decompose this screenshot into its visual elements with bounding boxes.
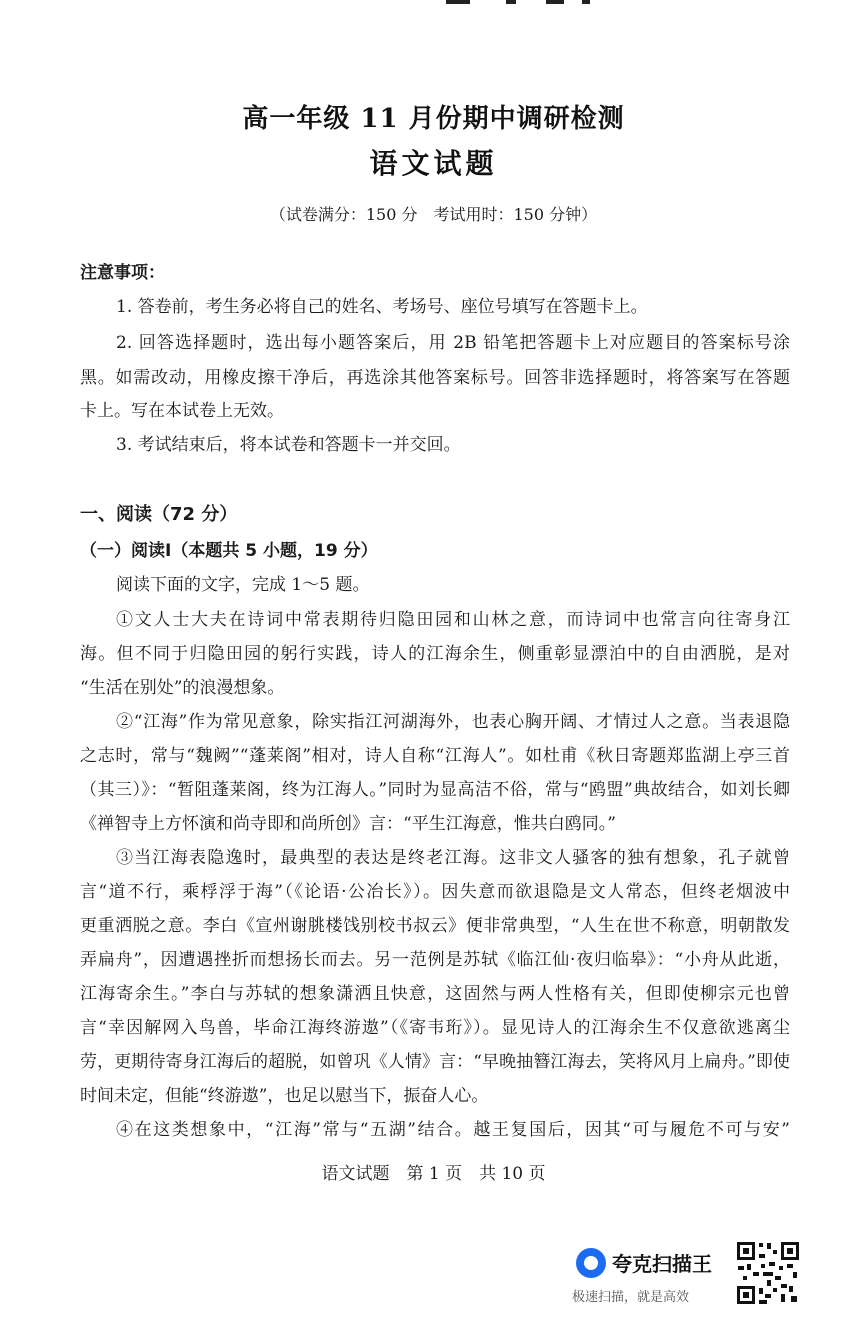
passage-line: ③当江海表隐逸时，最典型的表达是终老江海。这非文人骚客的独有想象，孔子就曾 <box>116 848 790 868</box>
passage-line: 时间未定，但能“终游遨”，也足以慰当下，振奋人心。 <box>80 1086 489 1106</box>
section-heading: 一、阅读（72 分） <box>80 504 238 525</box>
page-footer: 语文试题 第 1 页 共 10 页 <box>321 1164 546 1184</box>
passage-line: 更重洒脱之意。李白《宣州谢朓楼饯别校书叔云》便非常典型，“人生在世不称意，明朝散发 <box>80 916 790 936</box>
passage-line: 言“道不行，乘桴浮于海”（《论语·公冶长》）。因失意而欲退隐是文人常态，但终老烟波中 <box>80 882 790 902</box>
scan-edge-mark <box>446 0 592 6</box>
passage-line: ④在这类想象中，“江海”常与“五湖”结合。越王复国后，因其“可与履危不可与安” <box>116 1120 790 1140</box>
subsection-heading: （一）阅读Ⅰ（本题共 5 小题，19 分） <box>80 541 378 561</box>
quark-logo-icon <box>576 1248 606 1278</box>
passage-line: 之志时，常与“魏阙”“蓬莱阁”相对，诗人自称“江海人”。如杜甫《秋日寄题郑监湖上亭三首 <box>80 746 790 766</box>
scanner-watermark <box>572 1242 732 1310</box>
brand-name: 夸克扫描王 <box>612 1252 712 1276</box>
passage-line: 海。但不同于归隐田园的躬行实践，诗人的江海余生，侧重彰显漂泊中的自由洒脱，是对 <box>80 644 790 664</box>
passage-line: ①文人士大夫在诗词中常表期待归隐田园和山林之意，而诗词中也常言向往寄身江 <box>116 610 790 630</box>
notice-item: 卡上。写在本试卷上无效。 <box>80 401 284 421</box>
brand-slogan: 极速扫描，就是高效 <box>572 1290 690 1305</box>
reading-instruction: 阅读下面的文字，完成 1～5 题。 <box>116 575 370 595</box>
passage-line: 言“幸因解网入鸟兽，毕命江海终游遨”（《寄韦珩》）。显见诗人的江海余生不仅意欲逃离尘 <box>80 1018 790 1038</box>
passage-line: （其三）》：“暂阻蓬莱阁，终为江海人。”同时为显高洁不俗，常与“鸥盟”典故结合，如刘长卿 <box>80 780 790 800</box>
notice-item: 3. 考试结束后，将本试卷和答题卡一并交回。 <box>116 435 461 455</box>
passage-line: 弄扁舟”，因遭遇挫折而想扬长而去。另一范例是苏轼《临江仙·夜归临皋》：“小舟从此逝， <box>80 950 790 970</box>
notice-heading: 注意事项： <box>80 263 165 283</box>
subject-title: 语文试题 <box>369 147 498 180</box>
notice-item: 黑。如需改动，用橡皮擦干净后，再选涂其他答案标号。回答非选择题时，将答案写在答题 <box>80 368 790 388</box>
exam-title: 高一年级 11 月份期中调研检测 <box>242 104 625 134</box>
passage-line: 《禅智寺上方怀演和尚寺即和尚所创》言：“平生江海意，惟共白鸥同。” <box>80 814 616 834</box>
passage-line: “生活在别处”的浪漫想象。 <box>80 678 285 698</box>
passage-line: 劳，更期待寄身江海后的超脱，如曾巩《人情》言：“早晚抽簪江海去，笑将风月上扁舟。”即使 <box>80 1052 790 1072</box>
exam-info: （试卷满分：150 分 考试用时：150 分钟） <box>269 205 598 224</box>
qr-code-icon <box>735 1240 801 1306</box>
notice-item: 2. 回答选择题时，选出每小题答案后，用 2B 铅笔把答题卡上对应题目的答案标号涂 <box>116 333 790 353</box>
notice-item: 1. 答卷前，考生务必将自己的姓名、考场号、座位号填写在答题卡上。 <box>116 297 648 317</box>
passage-line: 江海寄余生。”李白与苏轼的想象潇洒且快意，这固然与两人性格有关，但即使柳宗元也曾 <box>80 984 790 1004</box>
passage-line: ②“江海”作为常见意象，除实指江河湖海外，也表心胸开阔、才情过人之意。当表退隐 <box>116 712 790 732</box>
